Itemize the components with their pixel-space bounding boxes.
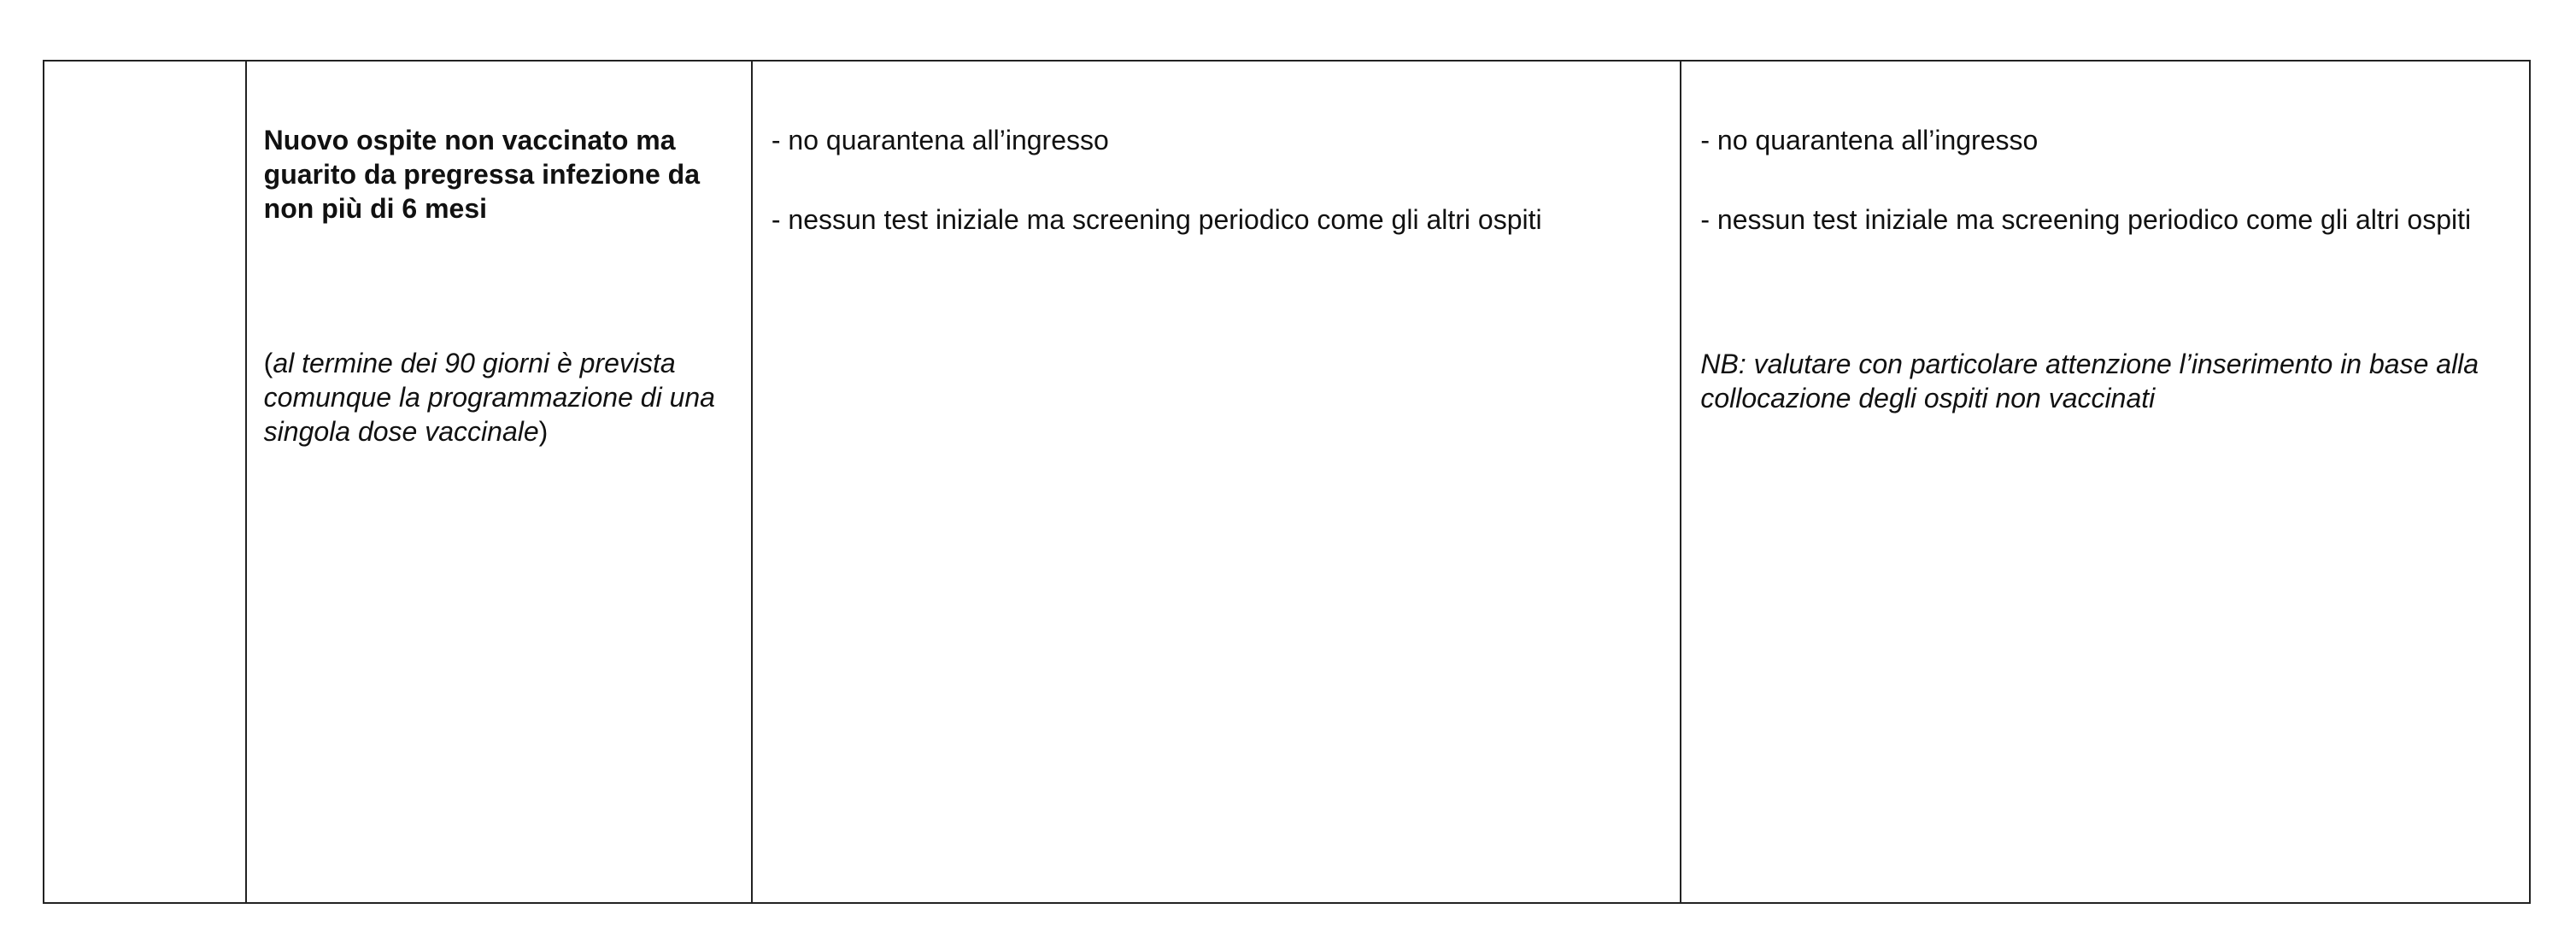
category-title: Nuovo ospite non vaccinato ma guarito da pregressa infezione da non più di 6 mesi — [263, 125, 700, 224]
measure-quarantine: - no quarantena all’ingresso — [1700, 125, 2039, 155]
measure-note: NB: valutare con particolare attenzione l’inserimento in base alla collocazione degli ospiti non vaccinati — [1700, 349, 2479, 413]
category-cell — [247, 62, 753, 902]
document-table — [43, 60, 2531, 904]
category-note-text: al termine dei 90 giorni è prevista comunque la programmazione di una singola dose vaccinale — [263, 348, 715, 447]
empty-first-cell — [44, 62, 247, 902]
category-note — [264, 346, 734, 449]
category-note-open: ( — [263, 348, 273, 378]
measure-testing: - nessun test iniziale ma screening periodico come gli altri ospiti — [1700, 204, 2472, 235]
measures-cell-1 — [753, 62, 1682, 902]
measures-cell-2 — [1681, 62, 2529, 902]
measure-quarantine: - no quarantena all’ingresso — [771, 125, 1109, 155]
measure-testing: - nessun test iniziale ma screening periodico come gli altri ospiti — [771, 204, 1542, 235]
category-note-close: ) — [538, 416, 549, 447]
